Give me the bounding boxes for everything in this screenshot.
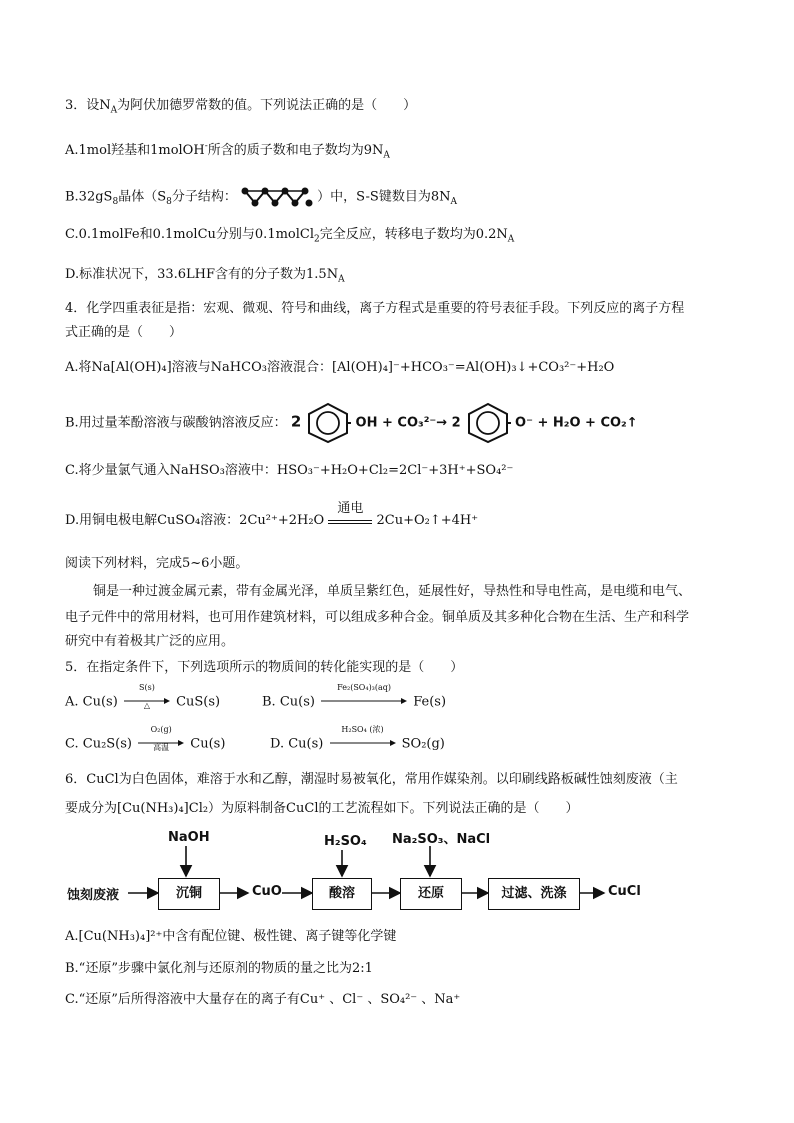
q4-option-d: D.用铜电极电解CuSO₄溶液：2Cu²⁺+2H₂O 通电 2Cu+O₂↑+4H⁺	[65, 500, 479, 528]
q3-option-d: D.标准状况下，33.6LHF含有的分子数为$1.5N_A$	[65, 267, 345, 285]
q6-stem-line2: 要成分为[Cu(NH₃)₄]Cl₂）为原料制备CuCl的工艺流程如下。下列说法正确的是（ ）	[65, 801, 579, 816]
flow-reagent-h2so4: H₂SO₄	[324, 834, 367, 849]
flow-start-label: 蚀刻废液	[67, 888, 120, 903]
reading-para-line2: 电子元件中的常用材料，也可用作建筑材料，可以组成多种合金。铜单质及其多种化合物在生活、生产和科学	[65, 610, 690, 625]
q4-option-c: C.将少量氯气通入NaHSO₃溶液中：HSO₃⁻+H₂O+Cl₂=2Cl⁻+3H⁺+SO₄²⁻	[65, 463, 514, 478]
q6-stem-line1: 6．CuCl为白色固体，难溶于水和乙醇，潮湿时易被氧化，常用作媒染剂。以印刷线路板碱性蚀刻废液（主	[65, 772, 678, 787]
reaction-arrow: Fe₂(SO₄)₃(aq)	[321, 693, 407, 711]
reaction-arrow: O₂(g) 高温	[138, 735, 184, 753]
q4-option-b: B.用过量苯酚溶液与碳酸钠溶液反应： 2 OH + CO₃²⁻→ 2 O⁻ + H₂O + CO₂↑	[65, 402, 638, 444]
reaction-arrow: S(s) △	[124, 693, 170, 711]
q4-stem-line1: 4．化学四重表征是指：宏观、微观、符号和曲线，离子方程式是重要的符号表征手段。下列反应的离子方程	[65, 301, 685, 316]
flow-step-acid-dissolve: 酸溶	[312, 878, 372, 910]
flow-step-filter-wash: 过滤、洗涤	[488, 878, 580, 910]
q5-stem: 5．在指定条件下，下列选项所示的物质间的转化能实现的是（ ）	[65, 660, 464, 675]
electrolysis-arrow: 通电	[328, 518, 372, 524]
reaction-arrow: H₂SO₄ (浓)	[330, 735, 396, 753]
q3-option-c: C.0.1molFe和0.1molCu分别与0.1molCl$_2$完全反应，转移电子数均为$0.2N_A$	[65, 227, 515, 245]
flow-intermediate-cuo: CuO	[252, 884, 282, 899]
reading-para-line3: 研究中有着极其广泛的应用。	[65, 634, 235, 649]
q5-option-c: C. Cu₂S(s) O₂(g) 高温 Cu(s)	[65, 725, 226, 752]
q4-stem-line2: 式正确的是（ ）	[65, 325, 183, 340]
q3-option-a: A.1mol羟基和1molOH-所含的质子数和电子数均为$9N_A$	[65, 141, 390, 161]
q6-option-b: B.“还原”步骤中氯化剂与还原剂的物质的量之比为2:1	[65, 961, 373, 976]
q6-option-a: A.[Cu(NH₃)₄]²⁺中含有配位键、极性键、离子键等化学键	[65, 929, 397, 944]
q3-option-b: $B.32gS_8$晶体（$S_8$分子结构： ）中，S-S键数目为$8N_A$	[65, 186, 457, 208]
q4-option-a: A.将Na[Al(OH)₄]溶液与NaHCO₃溶液混合：[Al(OH)₄]⁻+HCO₃⁻=Al(OH)₃↓+CO₃²⁻+H₂O	[65, 360, 615, 375]
q5-option-a: A. Cu(s) S(s) △ CuS(s)	[65, 683, 221, 710]
q5-option-d: D. Cu(s) H₂SO₄ (浓) SO₂(g)	[270, 725, 445, 752]
flow-step-reduction: 还原	[400, 878, 462, 910]
flow-reagent-naoh: NaOH	[168, 830, 210, 845]
flow-end-product: CuCl	[608, 884, 641, 899]
flow-reagent-na2so3-nacl: Na₂SO₃、NaCl	[392, 832, 491, 847]
q6-option-c: C.“还原”后所得溶液中大量存在的离子有Cu⁺ 、Cl⁻ 、SO₄²⁻ 、Na⁺	[65, 992, 461, 1007]
reading-intro: 阅读下列材料，完成5~6小题。	[65, 556, 249, 571]
reading-para-line1: 铜是一种过渡金属元素，带有金属光泽，单质呈紫红色，延展性好，导热性和导电性高，是电缆和电气、	[93, 584, 692, 599]
q3-stem: 3．设$N_A$为阿伏加德罗常数的值。下列说法正确的是（ ）	[65, 98, 417, 116]
flow-step-precipitate: 沉铜	[158, 878, 220, 910]
q5-option-b: B. Cu(s) Fe₂(SO₄)₃(aq) Fe(s)	[262, 683, 447, 710]
